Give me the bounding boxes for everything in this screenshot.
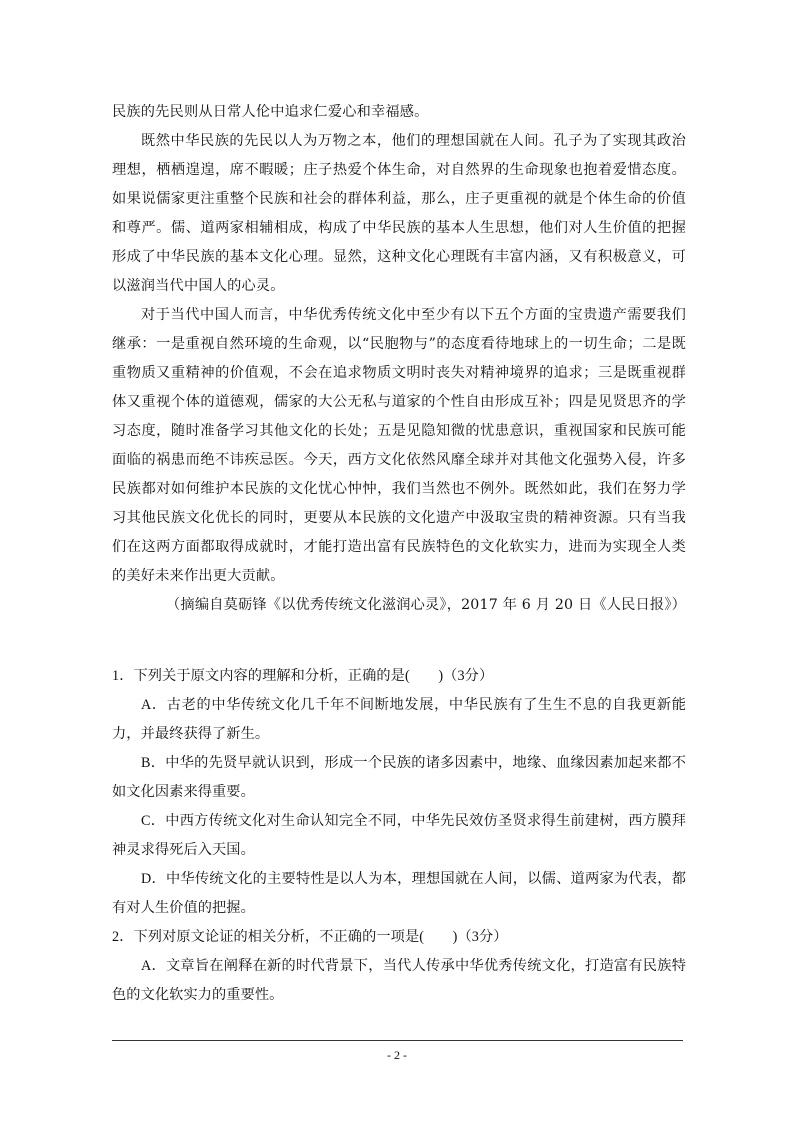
passage-paragraph: 民族的先民则从日常人伦中追求仁爱心和幸福感。 [112, 104, 429, 120]
question-option: C．中西方传统文化对生命认知完全不同，中华先民效仿圣贤求得生前建树，西方膜拜神灵求得死后入天国。 [112, 813, 686, 858]
passage-paragraph: 对于当代中国人而言，中华优秀传统文化中至少有以下五个方面的宝贵遗产需要我们继承：一是重视自然环境的生命观，以“民胞物与”的态度看待地球上的一切生命；二是既重物质又重精神的价值观，不会在追求物质文明时丧失对精神境界的追求；三是既重视群体又重视个体的道德观，儒家的大公无私与道家的个性自由形成互补；四是见贤思齐的学习态度，随时准备学习其他文化的长处；五是见隐知微的忧患意识，重视国家和民族可能面临的祸患而绝不讳疾忌医。今天，西方文化依然风靡全球并对其他文化强势入侵，许多民族都对如何维护本民族的文化忧心忡忡，我们当然也不例外。既然如此，我们在努力学习其他民族文化优长的同时，更要从本民族的文化遗产中汲取宝贵的精神资源。只有当我们在这两方面都取得成就时，才能打造出富有民族特色的文化软实力，进而为实现全人类的美好未来作出更大贡献。 [112, 307, 686, 584]
question-option: B．中华的先贤早就认识到，形成一个民族的诸多因素中，地缘、血缘因素加起来都不如文化因素来得重要。 [112, 755, 686, 800]
question-option: A．古老的中华传统文化几千年不间断地发展，中华民族有了生生不息的自我更新能力，并最终获得了新生。 [112, 697, 686, 742]
passage-paragraph: 既然中华民族的先民以人为万物之本，他们的理想国就在人间。孔子为了实现其政治理想，栖栖遑遑，席不暇暖；庄子热爱个体生命，对自然界的生命现象也抱着爱惜态度。如果说儒家更注重整个民族和社会的群体利益，那么，庄子更重视的就是个体生命的价值和尊严。儒、道两家相辅相成，构成了中华民族的基本人生思想，他们对人生价值的把握形成了中华民族的基本文化心理。显然，这种文化心理既有丰富内涵，又有积极意义，可以滋润当代中国人的心灵。 [112, 133, 686, 294]
footer-divider [112, 1040, 683, 1041]
question-stem: 1．下列关于原文内容的理解和分析，正确的是( )（3分） [112, 668, 494, 684]
page-number: - 2 - [387, 1048, 407, 1062]
question-option: A．文章旨在阐释在新的时代背景下，当代人传承中华优秀传统文化，打造富有民族特色的文化软实力的重要性。 [112, 958, 686, 1003]
passage-source: （摘编自莫砺锋《以优秀传统文化滋润心灵》，2017 年 6 月 20 日《人民日报》） [166, 597, 686, 613]
question-stem: 2．下列对原文论证的相关分析，不正确的一项是( )（3分） [112, 929, 508, 945]
question-section [112, 662, 686, 1010]
question-option: D．中华传统文化的主要特性是以人为本，理想国就在人间，以儒、道两家为代表，都有对人生价值的把握。 [112, 871, 686, 916]
passage [112, 98, 686, 620]
